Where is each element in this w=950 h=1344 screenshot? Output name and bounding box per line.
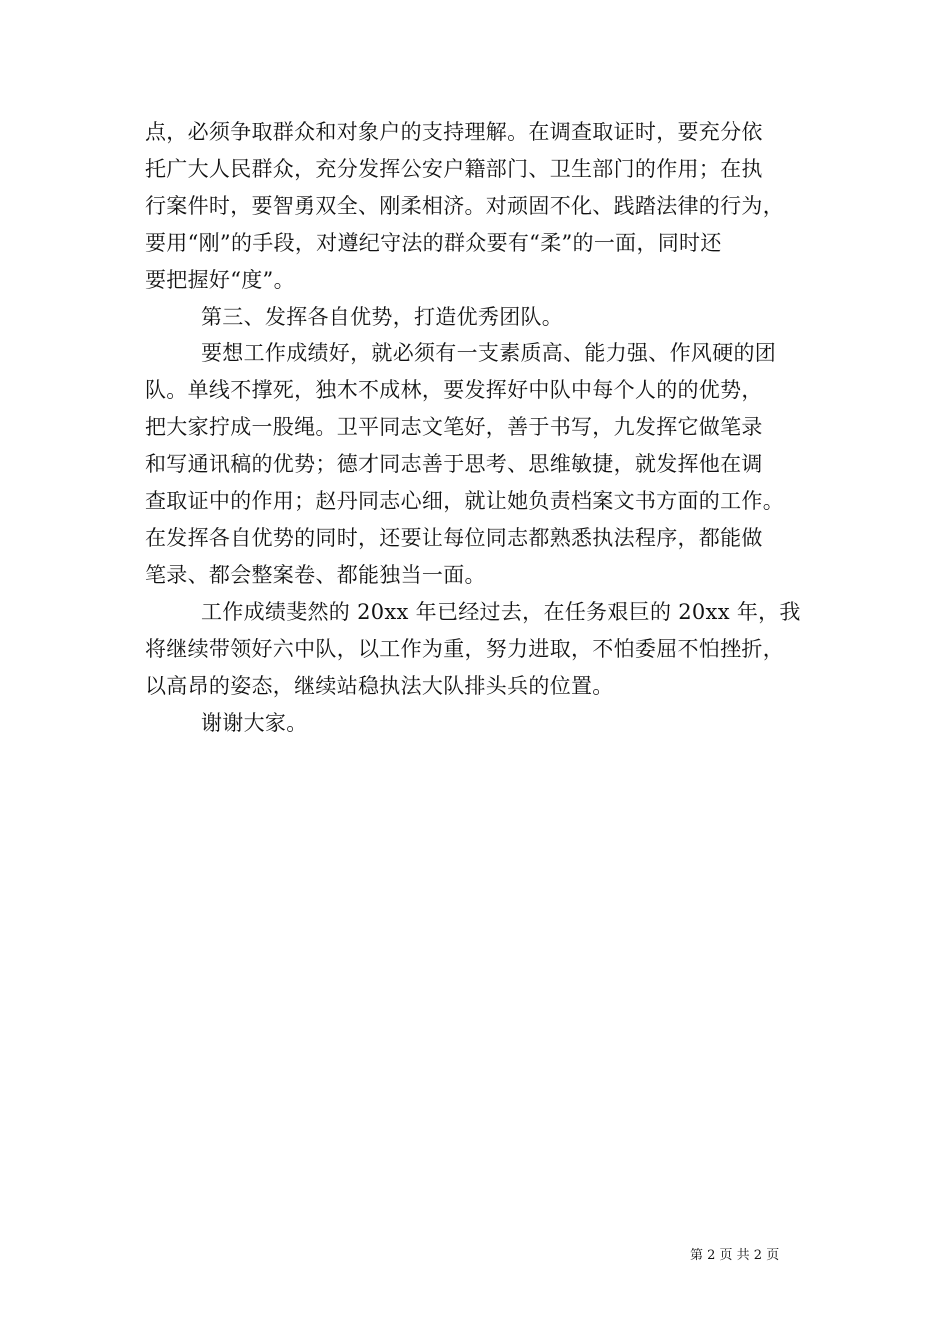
body-line: 队。单线不撑死，独木不成林，要发挥好中队中每个人的的优势，	[145, 378, 763, 403]
body-line: 托广大人民群众，充分发挥公安户籍部门、卫生部门的作用；在执	[145, 156, 763, 181]
body-line: 要把握好“度”。	[145, 267, 295, 292]
body-line: 在发挥各自优势的同时，还要让每位同志都熟悉执法程序，都能做	[145, 525, 763, 550]
closing-line: 谢谢大家。	[201, 710, 308, 735]
body-line: 笔录、都会整案卷、都能独当一面。	[145, 562, 486, 587]
body-line: 工作成绩斐然的 20xx 年已经过去，在任务艰巨的 20xx 年，我	[201, 599, 801, 624]
body-line: 要想工作成绩好，就必须有一支素质高、能力强、作风硬的团	[201, 341, 777, 366]
body-line: 查取证中的作用；赵丹同志心细，就让她负责档案文书方面的工作。	[145, 489, 784, 514]
page-number: 第 2 页 共 2 页	[690, 1248, 780, 1263]
section-heading: 第三、发挥各自优势，打造优秀团队。	[201, 304, 564, 329]
body-line: 和写通讯稿的优势；德才同志善于思考、思维敏捷，就发挥他在调	[145, 452, 763, 477]
body-line: 以高昂的姿态，继续站稳执法大队排头兵的位置。	[145, 673, 614, 698]
body-line: 行案件时，要智勇双全、刚柔相济。对顽固不化、践踏法律的行为，	[145, 193, 784, 218]
body-line: 点，必须争取群众和对象户的支持理解。在调查取证时，要充分依	[145, 120, 763, 144]
body-line: 把大家拧成一股绳。卫平同志文笔好，善于书写，九发挥它做笔录	[145, 415, 763, 440]
body-line: 要用“刚”的手段，对遵纪守法的群众要有“柔”的一面，同时还	[145, 230, 722, 255]
document-body	[145, 114, 825, 741]
body-line: 将继续带领好六中队，以工作为重，努力进取，不怕委屈不怕挫折，	[145, 636, 784, 661]
